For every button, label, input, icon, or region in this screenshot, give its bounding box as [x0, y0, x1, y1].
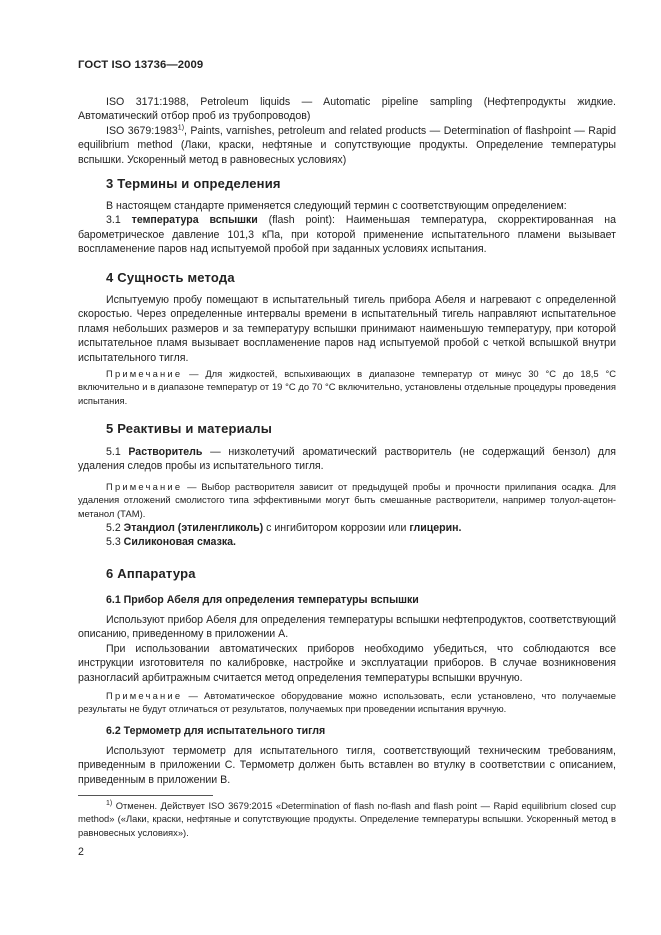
term-flash-point: температура вспышки [131, 214, 258, 227]
section-6-note: Примечание — Автоматическое оборудование можно использовать, если установлено, что получаемые результаты не будут отличаться от результатов, получаемых при проведении испытания вручную. [78, 690, 616, 715]
reference-iso-3679: ISO 3679:1983$^{1)}$, Paints, varnishes, petroleum and related products — Determination of flashpoint — Rapid equilibrium method (Лаки, краски, нефтяные и сопутствующие продукты. Определение температуры вспышки. Ускоренный метод в равновесных условиях) [78, 124, 616, 166]
footnote-marker: 1) [177, 124, 185, 132]
footnote-mark: 1) [106, 799, 113, 807]
subsection-6-2-paragraph: Используют термометр для испытательного тигля, соответствующий техническим требованиям, приведенным в приложении С. Термометр должен быть вставлен во втулку в соответствии с описанием, приведенным в приложении В. [78, 745, 616, 786]
section-4-body [78, 293, 616, 365]
term-definition-3-1: 3.1 температура вспышки (flash point): Наименьшая температура, скорректированная на барометрическое давление 101,3 кПа, при которой применение испытательного пламени вызывает воспламенение паров над испытуемой пробой при заданных условиях испытания. [78, 214, 617, 256]
section-4-paragraph: Испытуемую пробу помещают в испытательный тигель прибора Абеля и нагревают с определенной скоростью. Через определенные интервалы времени в испытательный тигель направляют испытательное пламя небольших размеров и за температуру вспышки принимают наименьшую температуру, при которой испытательное пламя вызывает воспламенение паров над испытуемой пробой с четкой вспышкой внутри испытательного тигля. [78, 294, 616, 364]
reference-iso-3171: ISO 3171:1988, Petroleum liquids — Automatic pipeline sampling (Нефтепродукты жидкие. Автоматический отбор проб из трубопроводов) [78, 96, 616, 123]
subsection-6-2-body [78, 744, 616, 787]
section-5-item-1: 5.1 Растворитель — низколетучий ароматический растворитель (не содержащий бензол) для удаления следов пробы из испытательного тигля. [78, 446, 616, 473]
subsection-6-1-title: 6.1 Прибор Абеля для определения температуры вспышки [106, 594, 419, 606]
section-5-note: Примечание — Выбор растворителя зависит от предыдущей пробы и прочности прилипания осадка. Для удаления отложений смолистого типа эффективными могут быть смешанные растворители, например толуол-ацетон-метанол (ТАМ). [78, 481, 616, 519]
section-5-title: 5 Реактивы и материалы [106, 421, 273, 436]
term-solvent: Растворитель [128, 446, 203, 458]
page-number: 2 [78, 846, 84, 858]
note-label: Примечание [106, 368, 183, 379]
section-5-item-2: 5.2 Этандиол (этиленгликоль) с ингибитором коррозии или глицерин. [106, 522, 462, 534]
subsection-6-1-body [78, 613, 616, 685]
subsection-6-2-title: 6.2 Термометр для испытательного тигля [106, 725, 326, 737]
section-5-item-3: 5.3 Силиконовая смазка. [106, 536, 236, 549]
section-4-title: 4 Сущность метода [106, 270, 235, 285]
subsection-6-1-paragraph-2: При использовании автоматических приборов необходимо убедиться, что соблюдаются все инструкции изготовителя по калибровке, настройке и эксплуатации приборов. В случае возникновения разногласий арбитражным считается метод определения температуры вспышки вручную. [78, 642, 616, 684]
footnote: $^{1)}$ Отменен. Действует ISO 3679:2015 «Determination of flash no-flash and flash point — Rapid equilibrium closed cup method» («Лаки, краски, нефтяные и сопутствующие продукты. Определение температуры вспышки. Ускоренный метод в равновесных условиях»). [78, 799, 616, 838]
section-6-title: 6 Аппаратура [106, 566, 196, 581]
note-label: Примечание [106, 481, 183, 492]
document-header: ГОСТ ISO 13736—2009 [78, 59, 204, 71]
footnote-divider [78, 795, 213, 796]
note-label: Примечание [106, 690, 183, 701]
section-5-items-2-3 [78, 521, 616, 550]
subsection-6-1-paragraph-1: Используют прибор Абеля для определения температуры вспышки нефтепродуктов, соответствующий описанию, приведенному в приложении А. [78, 614, 616, 641]
section-4-note: Примечание — Для жидкостей, вспыхивающих в диапазоне температур от минус 30 °С до 18,5 °С включительно и в диапазоне температур от 19 °С до 70 °С включительно, установлены отдельные процедуры проведения испытания. [78, 368, 616, 406]
section-3-title: 3 Термины и определения [106, 176, 281, 191]
normative-references [78, 95, 616, 167]
section-3-body [78, 199, 616, 257]
section-3-intro: В настоящем стандарте применяется следующий термин с соответствующим определением: [106, 200, 567, 212]
